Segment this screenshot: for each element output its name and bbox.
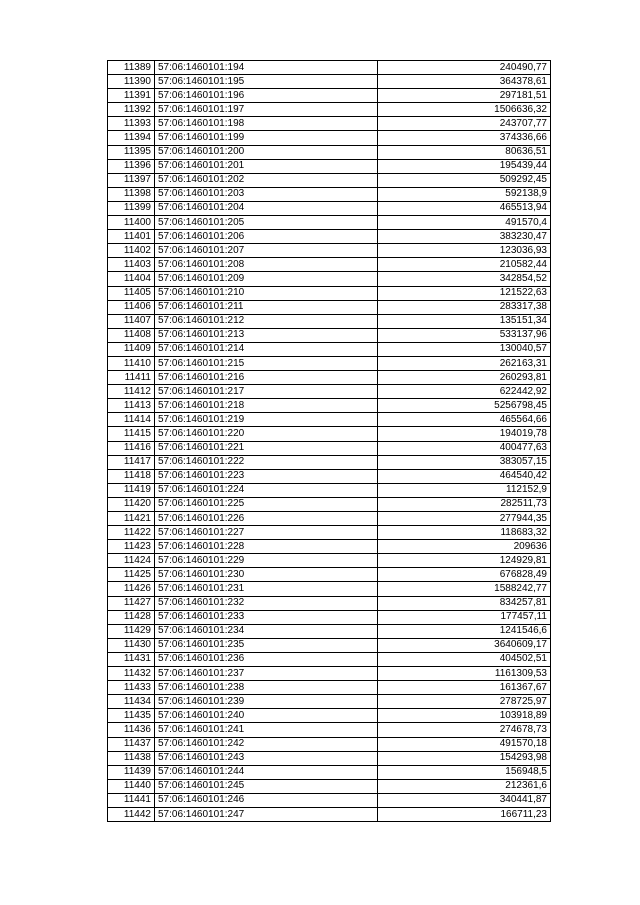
value-cell: 274678,73 [378, 723, 551, 737]
row-number-cell: 11405 [108, 286, 155, 300]
row-number-cell: 11420 [108, 497, 155, 511]
table-row [108, 441, 551, 455]
table-row [108, 695, 551, 709]
row-number-cell: 11413 [108, 399, 155, 413]
row-number-cell: 11442 [108, 807, 155, 821]
value-cell: 342854,52 [378, 272, 551, 286]
cadastral-number-cell: 57:06:1460101:234 [155, 624, 378, 638]
cadastral-number-cell: 57:06:1460101:236 [155, 652, 378, 666]
cadastral-number-cell: 57:06:1460101:246 [155, 793, 378, 807]
table-row [108, 596, 551, 610]
value-cell: 123036,93 [378, 244, 551, 258]
row-number-cell: 11439 [108, 765, 155, 779]
value-cell: 491570,4 [378, 216, 551, 230]
row-number-cell: 11394 [108, 131, 155, 145]
table-row [108, 554, 551, 568]
row-number-cell: 11402 [108, 244, 155, 258]
row-number-cell: 11418 [108, 469, 155, 483]
value-cell: 166711,23 [378, 807, 551, 821]
value-cell: 135151,34 [378, 314, 551, 328]
table-row [108, 131, 551, 145]
cadastral-number-cell: 57:06:1460101:230 [155, 568, 378, 582]
value-cell: 118683,32 [378, 526, 551, 540]
value-cell: 177457,11 [378, 610, 551, 624]
cadastral-number-cell: 57:06:1460101:196 [155, 89, 378, 103]
value-cell: 156948,5 [378, 765, 551, 779]
value-cell: 297181,51 [378, 89, 551, 103]
cadastral-number-cell: 57:06:1460101:220 [155, 427, 378, 441]
row-number-cell: 11435 [108, 709, 155, 723]
table-row [108, 793, 551, 807]
table-row [108, 216, 551, 230]
value-cell: 154293,98 [378, 751, 551, 765]
table-row [108, 342, 551, 356]
row-number-cell: 11431 [108, 652, 155, 666]
cadastral-number-cell: 57:06:1460101:215 [155, 356, 378, 370]
value-cell: 383230,47 [378, 230, 551, 244]
cadastral-number-cell: 57:06:1460101:239 [155, 695, 378, 709]
cadastral-number-cell: 57:06:1460101:206 [155, 230, 378, 244]
row-number-cell: 11434 [108, 695, 155, 709]
row-number-cell: 11401 [108, 230, 155, 244]
cadastral-number-cell: 57:06:1460101:227 [155, 526, 378, 540]
cadastral-number-cell: 57:06:1460101:216 [155, 371, 378, 385]
row-number-cell: 11427 [108, 596, 155, 610]
value-cell: 210582,44 [378, 258, 551, 272]
value-cell: 374336,66 [378, 131, 551, 145]
value-cell: 130040,57 [378, 342, 551, 356]
row-number-cell: 11391 [108, 89, 155, 103]
value-cell: 465564,66 [378, 413, 551, 427]
cadastral-number-cell: 57:06:1460101:201 [155, 159, 378, 173]
value-cell: 509292,45 [378, 173, 551, 187]
row-number-cell: 11423 [108, 540, 155, 554]
table-row [108, 667, 551, 681]
value-cell: 80636,51 [378, 145, 551, 159]
row-number-cell: 11416 [108, 441, 155, 455]
table-row [108, 624, 551, 638]
row-number-cell: 11397 [108, 173, 155, 187]
row-number-cell: 11424 [108, 554, 155, 568]
cadastral-number-cell: 57:06:1460101:233 [155, 610, 378, 624]
table-row [108, 173, 551, 187]
cadastral-number-cell: 57:06:1460101:225 [155, 497, 378, 511]
cadastral-number-cell: 57:06:1460101:212 [155, 314, 378, 328]
cadastral-number-cell: 57:06:1460101:241 [155, 723, 378, 737]
table-row [108, 230, 551, 244]
row-number-cell: 11389 [108, 61, 155, 75]
cadastral-number-cell: 57:06:1460101:209 [155, 272, 378, 286]
row-number-cell: 11411 [108, 371, 155, 385]
cadastral-number-cell: 57:06:1460101:242 [155, 737, 378, 751]
value-cell: 622442,92 [378, 385, 551, 399]
cadastral-number-cell: 57:06:1460101:198 [155, 117, 378, 131]
value-cell: 3640609,17 [378, 638, 551, 652]
table-body [108, 61, 551, 822]
row-number-cell: 11409 [108, 342, 155, 356]
table-row [108, 497, 551, 511]
table-row [108, 610, 551, 624]
table-row [108, 455, 551, 469]
cadastral-number-cell: 57:06:1460101:199 [155, 131, 378, 145]
value-cell: 491570,18 [378, 737, 551, 751]
value-cell: 340441,87 [378, 793, 551, 807]
cadastral-number-cell: 57:06:1460101:247 [155, 807, 378, 821]
table-row [108, 568, 551, 582]
cadastral-number-cell: 57:06:1460101:224 [155, 483, 378, 497]
value-cell: 1588242,77 [378, 582, 551, 596]
table-row [108, 427, 551, 441]
cadastral-number-cell: 57:06:1460101:223 [155, 469, 378, 483]
cadastral-number-cell: 57:06:1460101:211 [155, 300, 378, 314]
table-row [108, 75, 551, 89]
table-row [108, 779, 551, 793]
value-cell: 112152,9 [378, 483, 551, 497]
table-row [108, 737, 551, 751]
row-number-cell: 11404 [108, 272, 155, 286]
table-row [108, 751, 551, 765]
table-row [108, 356, 551, 370]
table-row [108, 314, 551, 328]
table-row [108, 681, 551, 695]
table-row [108, 272, 551, 286]
cadastral-number-cell: 57:06:1460101:219 [155, 413, 378, 427]
table-row [108, 145, 551, 159]
cadastral-number-cell: 57:06:1460101:238 [155, 681, 378, 695]
value-cell: 194019,78 [378, 427, 551, 441]
row-number-cell: 11432 [108, 667, 155, 681]
value-cell: 465513,94 [378, 201, 551, 215]
cadastral-number-cell: 57:06:1460101:214 [155, 342, 378, 356]
value-cell: 364378,61 [378, 75, 551, 89]
value-cell: 533137,96 [378, 328, 551, 342]
table-row [108, 89, 551, 103]
value-cell: 260293,81 [378, 371, 551, 385]
table-row [108, 413, 551, 427]
row-number-cell: 11425 [108, 568, 155, 582]
cadastral-number-cell: 57:06:1460101:195 [155, 75, 378, 89]
row-number-cell: 11430 [108, 638, 155, 652]
row-number-cell: 11407 [108, 314, 155, 328]
row-number-cell: 11421 [108, 512, 155, 526]
table-row [108, 103, 551, 117]
cadastral-number-cell: 57:06:1460101:226 [155, 512, 378, 526]
value-cell: 124929,81 [378, 554, 551, 568]
table-row [108, 469, 551, 483]
row-number-cell: 11400 [108, 216, 155, 230]
row-number-cell: 11410 [108, 356, 155, 370]
row-number-cell: 11399 [108, 201, 155, 215]
row-number-cell: 11422 [108, 526, 155, 540]
value-cell: 283317,38 [378, 300, 551, 314]
cadastral-number-cell: 57:06:1460101:222 [155, 455, 378, 469]
value-cell: 282511,73 [378, 497, 551, 511]
row-number-cell: 11426 [108, 582, 155, 596]
value-cell: 209636 [378, 540, 551, 554]
value-cell: 121522,63 [378, 286, 551, 300]
cadastral-number-cell: 57:06:1460101:228 [155, 540, 378, 554]
value-cell: 278725,97 [378, 695, 551, 709]
table-row [108, 187, 551, 201]
row-number-cell: 11429 [108, 624, 155, 638]
table-row [108, 483, 551, 497]
table-row [108, 709, 551, 723]
row-number-cell: 11403 [108, 258, 155, 272]
row-number-cell: 11393 [108, 117, 155, 131]
row-number-cell: 11392 [108, 103, 155, 117]
value-cell: 834257,81 [378, 596, 551, 610]
value-cell: 5256798,45 [378, 399, 551, 413]
cadastral-number-cell: 57:06:1460101:218 [155, 399, 378, 413]
cadastral-number-cell: 57:06:1460101:197 [155, 103, 378, 117]
table-row [108, 765, 551, 779]
value-cell: 262163,31 [378, 356, 551, 370]
row-number-cell: 11437 [108, 737, 155, 751]
row-number-cell: 11415 [108, 427, 155, 441]
table-row [108, 117, 551, 131]
table-row [108, 652, 551, 666]
cadastral-number-cell: 57:06:1460101:231 [155, 582, 378, 596]
table-row [108, 512, 551, 526]
table-row [108, 61, 551, 75]
value-cell: 464540,42 [378, 469, 551, 483]
cadastral-number-cell: 57:06:1460101:210 [155, 286, 378, 300]
cadastral-number-cell: 57:06:1460101:235 [155, 638, 378, 652]
table-row [108, 201, 551, 215]
value-cell: 383057,15 [378, 455, 551, 469]
cadastral-number-cell: 57:06:1460101:207 [155, 244, 378, 258]
value-cell: 592138,9 [378, 187, 551, 201]
value-cell: 243707,77 [378, 117, 551, 131]
row-number-cell: 11396 [108, 159, 155, 173]
value-cell: 1161309,53 [378, 667, 551, 681]
table-row [108, 526, 551, 540]
value-cell: 1506636,32 [378, 103, 551, 117]
cadastral-number-cell: 57:06:1460101:243 [155, 751, 378, 765]
value-cell: 212361,6 [378, 779, 551, 793]
table-row [108, 328, 551, 342]
table-row [108, 244, 551, 258]
table-row [108, 540, 551, 554]
table-row [108, 807, 551, 821]
row-number-cell: 11406 [108, 300, 155, 314]
value-cell: 1241546,6 [378, 624, 551, 638]
cadastral-number-cell: 57:06:1460101:202 [155, 173, 378, 187]
table-row [108, 723, 551, 737]
value-cell: 161367,67 [378, 681, 551, 695]
cadastral-number-cell: 57:06:1460101:229 [155, 554, 378, 568]
cadastral-number-cell: 57:06:1460101:208 [155, 258, 378, 272]
value-cell: 277944,35 [378, 512, 551, 526]
row-number-cell: 11419 [108, 483, 155, 497]
cadastral-number-cell: 57:06:1460101:203 [155, 187, 378, 201]
row-number-cell: 11417 [108, 455, 155, 469]
row-number-cell: 11436 [108, 723, 155, 737]
row-number-cell: 11412 [108, 385, 155, 399]
table-row [108, 258, 551, 272]
row-number-cell: 11414 [108, 413, 155, 427]
row-number-cell: 11390 [108, 75, 155, 89]
cadastral-number-cell: 57:06:1460101:217 [155, 385, 378, 399]
row-number-cell: 11408 [108, 328, 155, 342]
value-cell: 676828,49 [378, 568, 551, 582]
row-number-cell: 11398 [108, 187, 155, 201]
value-cell: 404502,51 [378, 652, 551, 666]
row-number-cell: 11395 [108, 145, 155, 159]
table-row [108, 385, 551, 399]
cadastral-number-cell: 57:06:1460101:221 [155, 441, 378, 455]
row-number-cell: 11438 [108, 751, 155, 765]
table-row [108, 582, 551, 596]
cadastral-number-cell: 57:06:1460101:204 [155, 201, 378, 215]
value-cell: 240490,77 [378, 61, 551, 75]
cadastral-number-cell: 57:06:1460101:245 [155, 779, 378, 793]
table-row [108, 638, 551, 652]
row-number-cell: 11441 [108, 793, 155, 807]
cadastral-number-cell: 57:06:1460101:205 [155, 216, 378, 230]
cadastral-number-cell: 57:06:1460101:200 [155, 145, 378, 159]
cadastral-number-cell: 57:06:1460101:232 [155, 596, 378, 610]
cadastral-number-cell: 57:06:1460101:194 [155, 61, 378, 75]
row-number-cell: 11433 [108, 681, 155, 695]
cadastral-number-cell: 57:06:1460101:240 [155, 709, 378, 723]
table-row [108, 300, 551, 314]
row-number-cell: 11440 [108, 779, 155, 793]
value-cell: 400477,63 [378, 441, 551, 455]
cadastral-number-cell: 57:06:1460101:237 [155, 667, 378, 681]
table-row [108, 399, 551, 413]
data-table [107, 60, 551, 822]
row-number-cell: 11428 [108, 610, 155, 624]
value-cell: 103918,89 [378, 709, 551, 723]
table-row [108, 371, 551, 385]
cadastral-number-cell: 57:06:1460101:244 [155, 765, 378, 779]
table-row [108, 286, 551, 300]
cadastral-number-cell: 57:06:1460101:213 [155, 328, 378, 342]
value-cell: 195439,44 [378, 159, 551, 173]
table-row [108, 159, 551, 173]
